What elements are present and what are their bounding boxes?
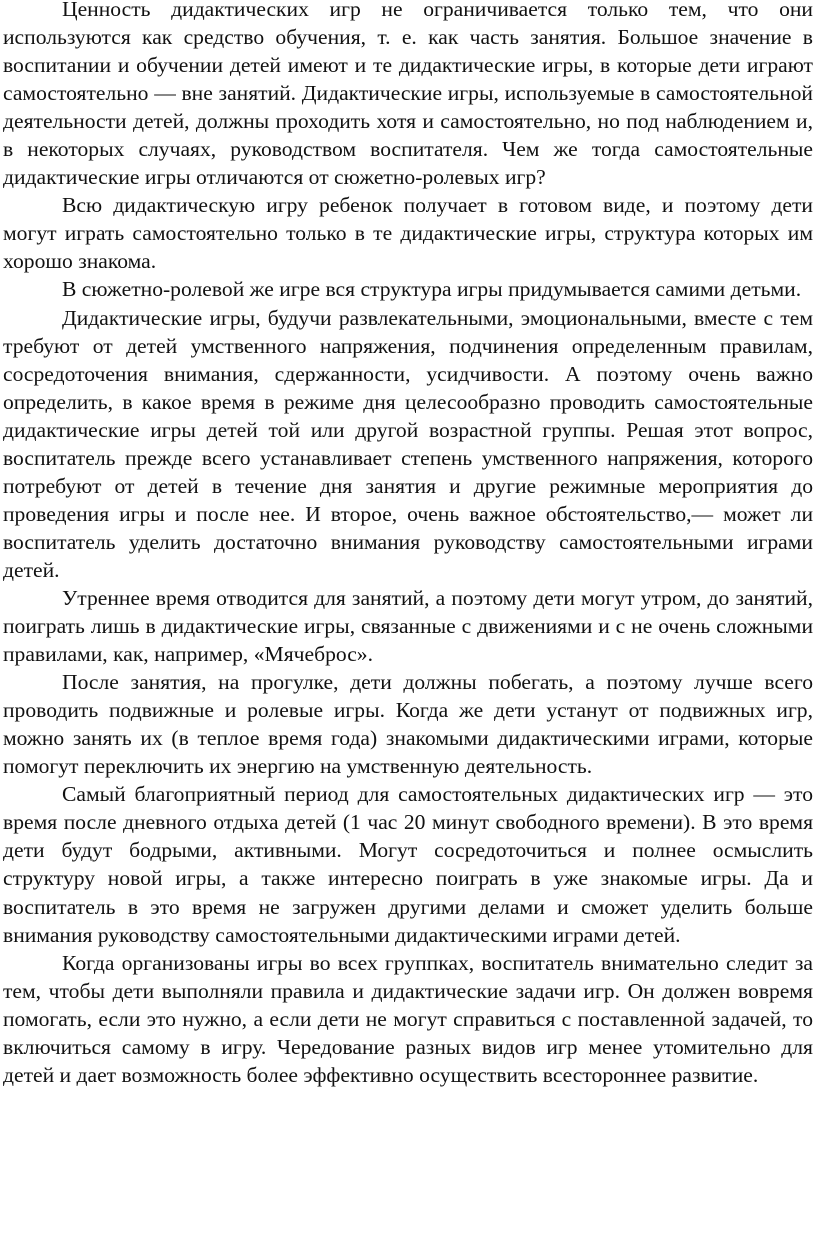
paragraph: Самый благоприятный период для самостоятельных дидактических игр — это время после дневного отдыха детей (1 час 20 минут свободного времени). В это время дети будут бодрыми, активными. Могут сосредоточиться и полнее осмыслить структуру новой игры, а также интересно поиграть в уже знакомые игры. Да и воспитатель в это время не загружен другими делами и сможет уделить больше внимания руководству самостоятельными дидактическими играми детей.	[3, 782, 813, 947]
paragraph: В сюжетно-ролевой же игре вся структура игры придумывается самими детьми.	[62, 277, 802, 302]
paragraph: После занятия, на прогулке, дети должны побегать, а поэтому лучше всего проводить подвижные и ролевые игры. Когда же дети устанут от подвижных игр, можно занять их (в теплое время года) знакомыми дидактическими играми, которые помогут переключить их энергию на умственную деятельность.	[3, 670, 813, 779]
paragraph: Ценность дидактических игр не ограничивается только тем, что они используются как средство обучения, т. е. как часть занятия. Большое значение в воспитании и обучении детей имеют и те дидактические игры, в которые дети играют самостоятельно — вне занятий. Дидактические игры, используемые в самостоятельной деятельности детей, должны проходить хотя и самостоятельно, но под наблюдением и, в некоторых случаях, руководством воспитателя. Чем же тогда самостоятельные дидактические игры отличаются от сюжетно-ролевых игр?	[3, 0, 813, 190]
paragraph: Когда организованы игры во всех группках, воспитатель внимательно следит за тем, чтобы дети выполняли правила и дидактические задачи игр. Он должен вовремя помогать, если это нужно, а если дети не могут справиться с поставленной задачей, то включиться самому в игру. Чередование разных видов игр менее утомительно для детей и дает возможность более эффективно осуществить всестороннее развитие.	[3, 950, 813, 1087]
document-page	[3, 0, 813, 1089]
paragraph: Утреннее время отводится для занятий, а поэтому дети могут утром, до занятий, поиграть лишь в дидактические игры, связанные с движениями и с не очень сложными правилами, как, например, «Мячеброс».	[3, 585, 813, 667]
paragraph: Дидактические игры, будучи развлекательными, эмоциональными, вместе с тем требуют от детей умственного напряжения, подчинения определенным правилам, сосредоточения внимания, сдержанности, усидчивости. А поэтому очень важно определить, в какое время в режиме дня целесообразно проводить самостоятельные дидактические игры детей той или другой возрастной группы. Решая этот вопрос, воспитатель прежде всего устанавливает степень умственного напряжения, которого потребуют от детей в течение дня занятия и другие режимные мероприятия до проведения игры и после нее. И второе, очень важное обстоятельство,— может ли воспитатель уделить достаточно внимания руководству самостоятельными играми детей.	[3, 305, 813, 582]
paragraph: Всю дидактическую игру ребенок получает в готовом виде, и поэтому дети могут играть самостоятельно только в те дидактические игры, структура которых им хорошо знакома.	[3, 193, 813, 274]
